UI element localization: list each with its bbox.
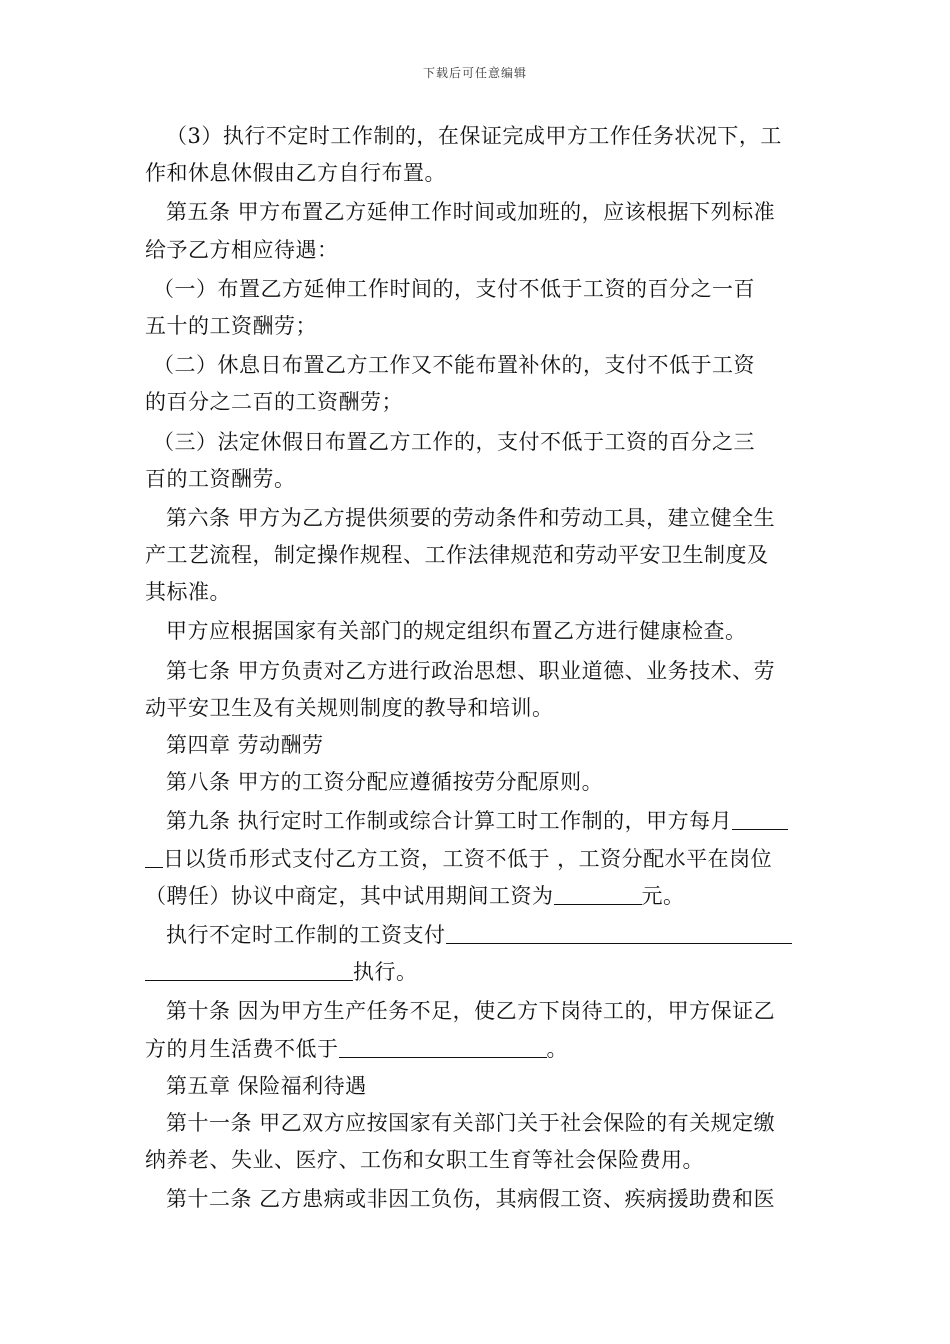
paragraph-line: （一）布置乙方延伸工作时间的，支付不低于工资的百分之一百 — [153, 276, 755, 301]
paragraph-line: 第八条 甲方的工资分配应遵循按劳分配原则。 — [166, 770, 604, 795]
paragraph-line — [145, 1031, 807, 1068]
paragraph-line: 给予乙方相应待遇： — [145, 237, 339, 262]
paragraph-line — [145, 878, 807, 915]
fill-in-blank — [446, 922, 792, 944]
paragraph-line: 五十的工资酬劳； — [145, 313, 317, 338]
paragraph-line: （三）法定休假日布置乙方工作的，支付不低于工资的百分之三 — [153, 429, 755, 454]
line-text: 方的月生活费不低于 — [145, 1036, 339, 1061]
document-body — [145, 118, 807, 1218]
paragraph-line — [145, 917, 807, 954]
fill-in-blank — [732, 808, 788, 830]
line-text: 。 — [546, 1036, 568, 1061]
line-text: 元。 — [641, 883, 685, 908]
chapter-heading: 第四章 劳动酬劳 — [166, 733, 324, 757]
paragraph-line: 动平安卫生及有关规则制度的教导和培训。 — [145, 695, 554, 720]
paragraph-line: 的百分之二百的工资酬劳； — [145, 390, 403, 415]
paragraph-line: 产工艺流程，制定操作规程、工作法律规范和劳动平安卫生制度及 — [145, 543, 769, 568]
paragraph-line: 第十一条 甲乙双方应按国家有关部门关于社会保险的有关规定缴 — [166, 1110, 776, 1135]
paragraph-line: 作和休息休假由乙方自行布置。 — [145, 161, 446, 186]
line-text: 执行不定时工作制的工资支付 — [166, 922, 446, 947]
fill-in-blank — [339, 1036, 547, 1058]
paragraph-line — [145, 841, 807, 878]
page-header: 下载后可任意编辑 — [422, 66, 527, 80]
paragraph-line: 第五条 甲方布置乙方延伸工作时间或加班的，应该根据下列标准 — [166, 200, 776, 225]
line-text: 第九条 执行定时工作制或综合计算工时工作制的，甲方每月 — [166, 809, 733, 834]
paragraph-line: 第七条 甲方负责对乙方进行政治思想、职业道德、业务技术、劳 — [166, 658, 776, 683]
line-text: （聘任）协议中商定，其中试用期间工资为 — [145, 883, 554, 908]
paragraph-line: 甲方应根据国家有关部门的规定组织布置乙方进行健康检查。 — [166, 619, 747, 644]
fill-in-blank — [145, 959, 353, 981]
paragraph-line: （二）休息日布置乙方工作又不能布置补休的，支付不低于工资 — [153, 353, 755, 378]
paragraph-line: 其标准。 — [145, 580, 231, 605]
paragraph-line: 第六条 甲方为乙方提供须要的劳动条件和劳动工具，建立健全生 — [166, 505, 776, 530]
fill-in-blank — [145, 846, 163, 868]
paragraph-line: 纳养老、失业、医疗、工伤和女职工生育等社会保险费用。 — [145, 1148, 704, 1173]
chapter-heading: 第五章 保险福利待遇 — [166, 1073, 367, 1098]
line-text: 日以货币形式支付乙方工资，工资不低于 ，工资分配水平在岗位 — [163, 846, 773, 871]
paragraph-line: 第十条 因为甲方生产任务不足，使乙方下岗待工的，甲方保证乙 — [166, 999, 776, 1024]
paragraph-line: 百的工资酬劳。 — [145, 466, 296, 491]
paragraph-line: 第十二条 乙方患病或非因工负伤，其病假工资、疾病援助费和医 — [166, 1187, 776, 1212]
paragraph-line — [145, 954, 807, 991]
fill-in-blank — [554, 883, 642, 905]
line-text: 执行。 — [353, 960, 418, 985]
paragraph-line — [145, 803, 807, 840]
paragraph-line: （3）执行不定时工作制的，在保证完成甲方工作任务状况下，工 — [166, 124, 782, 148]
